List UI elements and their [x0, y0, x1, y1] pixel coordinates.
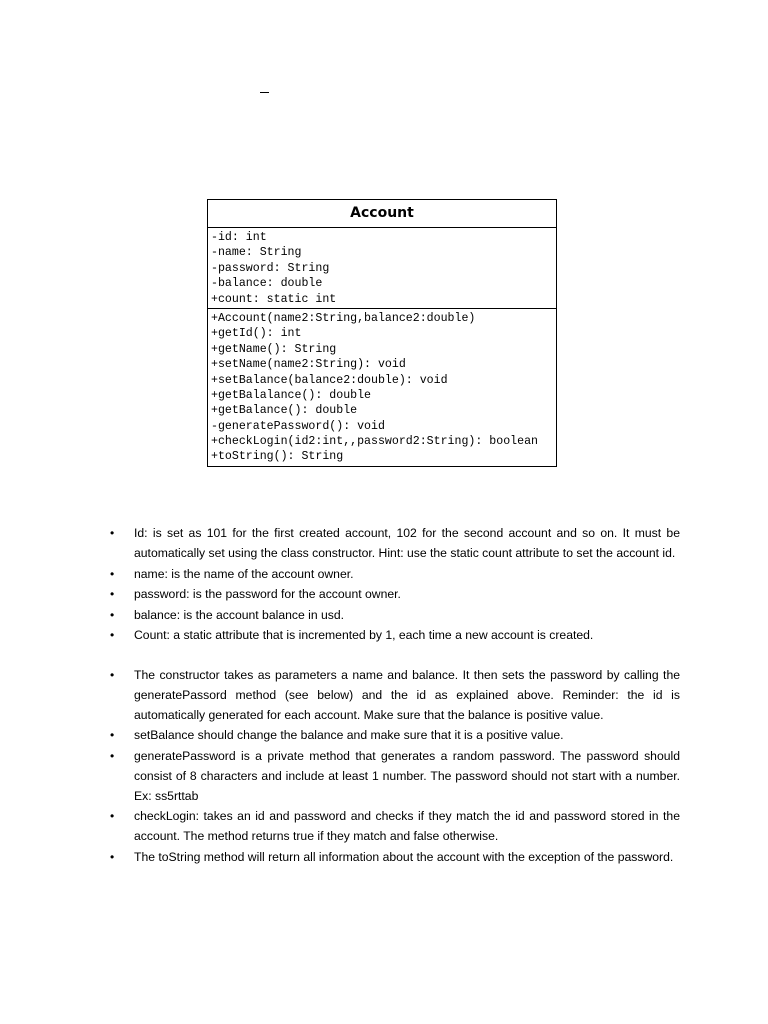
uml-method: +Account(name2:String,balance2:double) [211, 311, 476, 325]
list-item-text: Count: a static attribute that is incremented by 1, each time a new account is created. [134, 628, 594, 642]
list-item [110, 605, 680, 625]
list-item-text: generatePassword is a private method that generates a random password. The password should consist of 8 characters and include at least 1 number. The password should not start with a number. Ex: ss5rttab [134, 748, 680, 803]
uml-method: +setBalance(balance2:double): void [211, 373, 448, 387]
uml-method: -generatePassword(): void [211, 419, 385, 433]
uml-method: +setName(name2:String): void [211, 358, 406, 372]
requirements-list [110, 523, 680, 867]
uml-attributes-section [208, 228, 556, 309]
bullet-icon: • [110, 587, 115, 601]
bullet-icon: • [110, 809, 115, 823]
stray-dash-mark [260, 92, 269, 93]
uml-method: +checkLogin(id2:int,,password2:String): boolean [211, 435, 538, 449]
list-item-text: name: is the name of the account owner. [134, 566, 354, 581]
list-item [110, 625, 680, 645]
bullet-icon: • [110, 748, 115, 763]
list-item [110, 564, 680, 584]
uml-method: +getBalance(): double [211, 404, 358, 418]
uml-attribute: -id: int [211, 231, 267, 244]
bullet-icon: • [110, 667, 115, 682]
uml-class-diagram [207, 199, 557, 467]
bullet-icon: • [110, 526, 115, 540]
list-item-text: The toString method will return all information about the account with the exception of the password. [134, 849, 674, 864]
list-item-text: The constructor takes as parameters a name and balance. It then sets the password by calling the generatePassord method (see below) and the id as explained above. Reminder: the id is automatically generated for each account. Make sure that the balance is positive value. [134, 667, 680, 722]
uml-method: +getId(): int [211, 327, 302, 341]
uml-class-name: Account [208, 200, 556, 228]
uml-method: +getName(): String [211, 342, 337, 356]
list-item [110, 806, 680, 846]
bullet-icon: • [110, 628, 115, 642]
bullet-icon: • [110, 566, 115, 581]
list-item-text: balance: is the account balance in usd. [134, 607, 345, 622]
list-item [110, 847, 680, 867]
list-item-text: checkLogin: takes an id and password and checks if they match the id and password stored in the account. The method returns true if they match and false otherwise. [134, 809, 680, 843]
list-item [110, 584, 680, 604]
uml-method: +toString(): String [211, 450, 344, 464]
list-item [110, 523, 680, 563]
list-item [110, 746, 680, 806]
list-item-text: Id: is set as 101 for the first created account, 102 for the second account and so on. It must be automatically set using the class constructor. Hint: use the static count attribute to set the account id. [134, 526, 680, 560]
uml-methods-section [208, 309, 556, 466]
uml-method: +getBalalance(): double [211, 388, 372, 402]
list-item-text: password: is the password for the account owner. [134, 587, 401, 601]
list-item [110, 665, 680, 725]
bullet-icon: • [110, 728, 115, 742]
list-item-text: setBalance should change the balance and make sure that it is a positive value. [134, 728, 564, 742]
uml-attribute: -password: String [211, 261, 330, 275]
uml-attribute: -balance: double [211, 277, 323, 291]
bullet-icon: • [110, 607, 115, 622]
list-item [110, 725, 680, 745]
bullet-icon: • [110, 849, 115, 864]
list-spacer [110, 646, 680, 665]
uml-attribute: +count: static int [211, 292, 337, 306]
uml-attribute: -name: String [211, 246, 302, 260]
